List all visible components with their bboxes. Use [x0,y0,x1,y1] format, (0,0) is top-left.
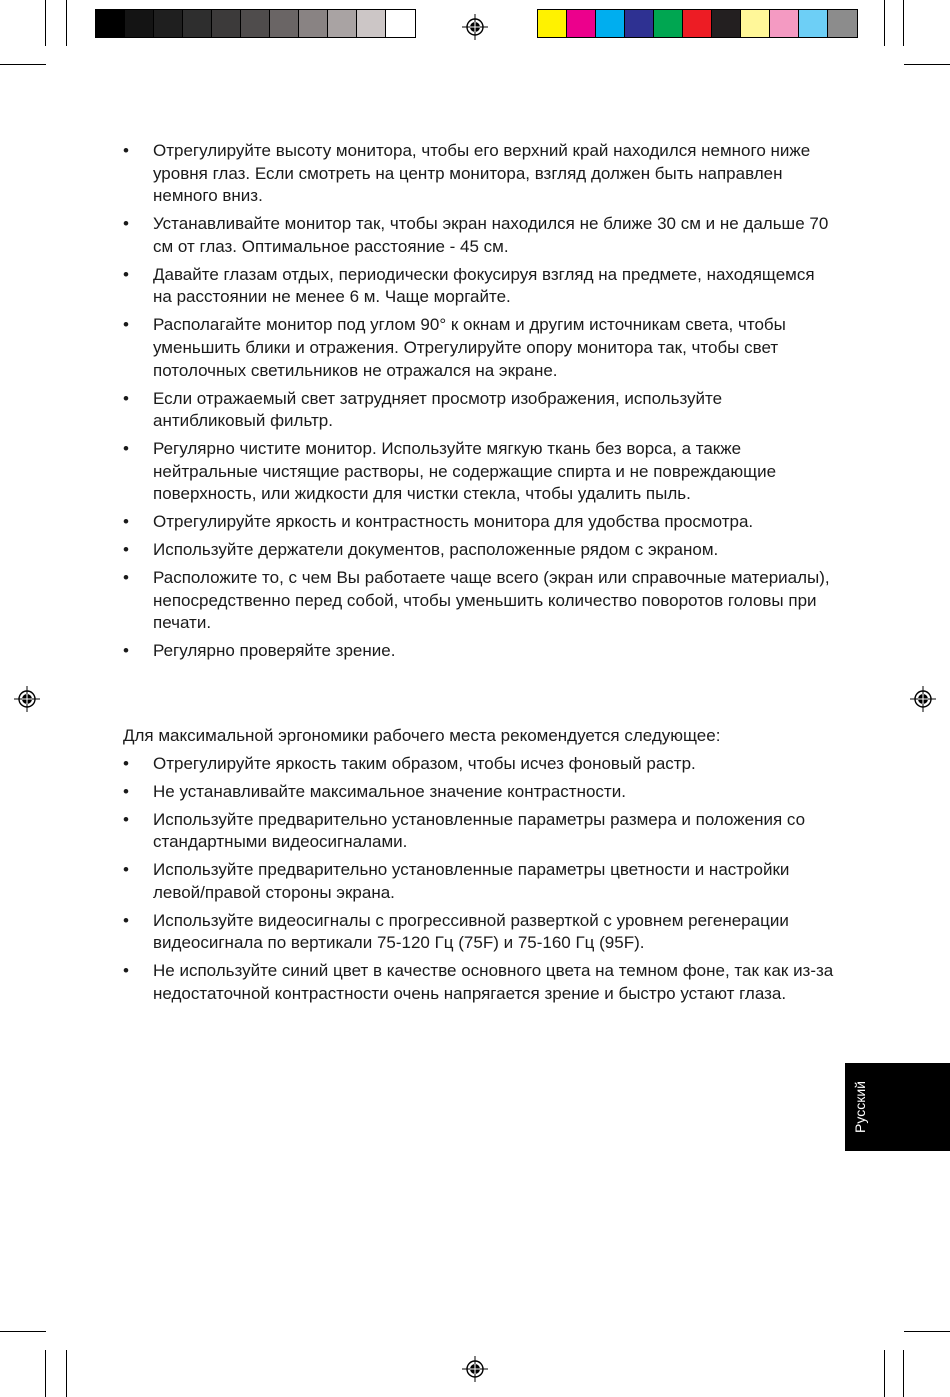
process-color-bar [537,9,858,38]
ergonomics-list-2 [123,753,838,1006]
list-item: • Устанавливайте монитор так, чтобы экран находился не ближе 30 см и не дальше 70 см от глаз. Оптимальное расстояние - 45 см. [123,213,838,258]
list-item: • Отрегулируйте высоту монитора, чтобы его верхний край находился немного ниже уровня глаз. Если смотреть на центр монитора, взгляд должен быть направлен немного вниз. [123,140,838,208]
color-swatch [299,10,328,37]
crop-mark [0,1331,46,1332]
color-swatch [654,10,683,37]
color-swatch [270,10,299,37]
color-swatch [770,10,799,37]
color-swatch [154,10,183,37]
list-item: • Используйте предварительно установленные параметры размера и положения со стандартными видеосигналами. [123,809,838,854]
color-swatch [212,10,241,37]
color-swatch [683,10,712,37]
list-item: • Отрегулируйте яркость таким образом, чтобы исчез фоновый растр. [123,753,838,776]
registration-mark-icon [910,686,936,712]
list-item: • Используйте предварительно установленные параметры цветности и настройки левой/правой стороны экрана. [123,859,838,904]
crop-mark [904,64,950,65]
crop-mark [884,1350,885,1397]
color-swatch [357,10,386,37]
color-swatch [183,10,212,37]
language-tab-label: Русский [852,1081,868,1133]
registration-mark-icon [462,14,488,40]
color-swatch [567,10,596,37]
color-swatch [828,10,857,37]
section-intro: Для максимальной эргономики рабочего места рекомендуется следующее: [123,725,721,745]
list-item: • Расположите то, с чем Вы работаете чаще всего (экран или справочные материалы), непосредственно перед собой, чтобы уменьшить количество поворотов головы при печати. [123,567,838,635]
crop-mark [903,1350,904,1397]
crop-mark [45,1350,46,1397]
grayscale-color-bar [95,9,416,38]
list-item: • Не устанавливайте максимальное значение контрастности. [123,781,838,804]
crop-mark [884,0,885,46]
crop-mark [0,64,46,65]
list-item: • Регулярно проверяйте зрение. [123,640,838,663]
crop-mark [904,1331,950,1332]
color-swatch [241,10,270,37]
registration-mark-icon [462,1356,488,1382]
list-item: • Не используйте синий цвет в качестве основного цвета на темном фоне, так как из-за недостаточной контрастности очень напрягается зрение и быстро устают глаза. [123,960,838,1005]
color-swatch [625,10,654,37]
color-swatch [596,10,625,37]
color-swatch [799,10,828,37]
registration-mark-icon [14,686,40,712]
color-swatch [538,10,567,37]
color-swatch [386,10,415,37]
color-swatch [96,10,125,37]
crop-mark [66,1350,67,1397]
list-item: • Если отражаемый свет затрудняет просмотр изображения, используйте антибликовый фильтр. [123,388,838,433]
list-item: • Отрегулируйте яркость и контрастность монитора для удобства просмотра. [123,511,838,534]
color-swatch [712,10,741,37]
document-body [123,140,838,1011]
crop-mark [903,0,904,46]
list-item: • Используйте видеосигналы с прогрессивной разверткой с уровнем регенерации видеосигнала по вертикали 75-120 Гц (75F) и 75-160 Гц (95F). [123,910,838,955]
list-item: • Регулярно чистите монитор. Используйте мягкую ткань без ворса, а также нейтральные чистящие растворы, не содержащие спирта и не повреждающие поверхность, или жидкости для чистки стекла, чтобы удалить пыль. [123,438,838,506]
color-swatch [125,10,154,37]
color-swatch [328,10,357,37]
crop-mark [45,0,46,46]
list-item: • Располагайте монитор под углом 90° к окнам и другим источникам света, чтобы уменьшить блики и отражения. Отрегулируйте опору монитора так, чтобы свет потолочных светильников не отражался на экране. [123,314,838,382]
ergonomics-list-1 [123,140,838,663]
crop-mark [66,0,67,46]
list-item: • Давайте глазам отдых, периодически фокусируя взгляд на предмете, находящемся на расстоянии не менее 6 м. Чаще моргайте. [123,264,838,309]
color-swatch [741,10,770,37]
list-item: • Используйте держатели документов, расположенные рядом с экраном. [123,539,838,562]
